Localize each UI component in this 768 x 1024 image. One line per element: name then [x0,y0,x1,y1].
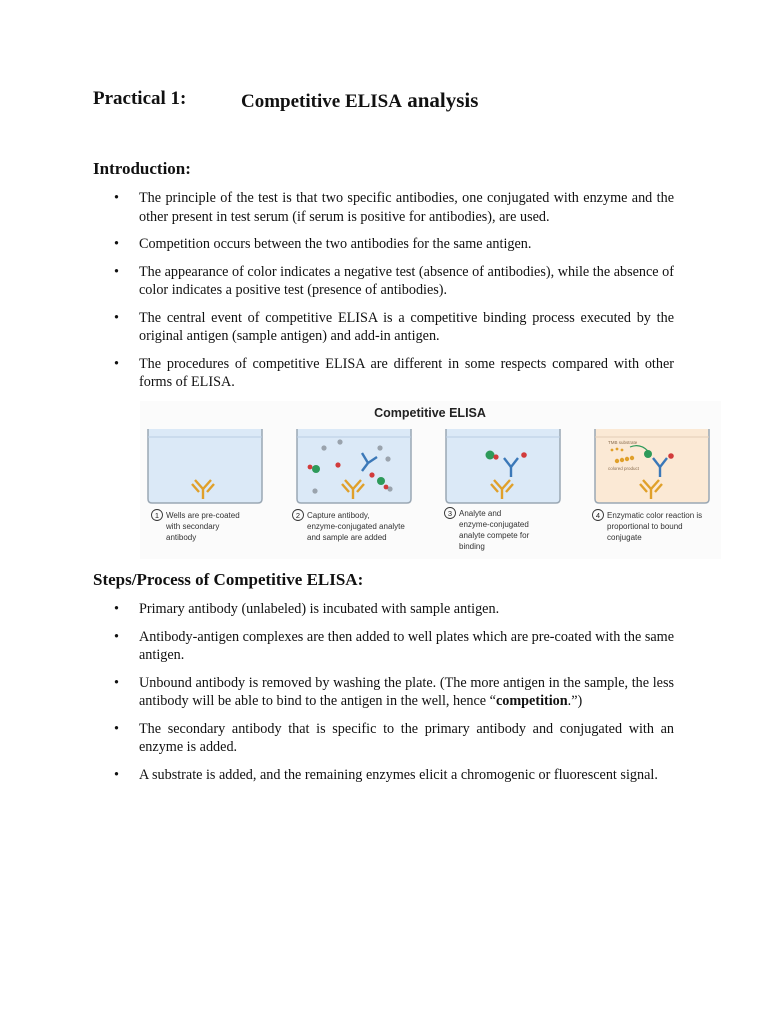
svg-text:binding: binding [459,542,485,551]
title-suffix: analysis [401,88,479,112]
elisa-diagram [140,401,721,559]
svg-text:Wells are pre-coated: Wells are pre-coated [166,511,240,520]
figure-title: Competitive ELISA [374,406,486,420]
list-item: • The procedures of competitive ELISA are different in some respects compared with other forms of ELISA. [93,355,674,392]
svg-text:with secondary: with secondary [166,522,220,531]
list-item: • Competition occurs between the two antibodies for the same antigen. [93,235,674,254]
title-prefix: Practical 1: [93,88,187,109]
step-text: Unbound antibody is removed by washing the plate. (The more antigen in the sample, the less antibody will be able to bind to the antigen in the well, hence “ [139,674,674,709]
title-main: Competitive ELISA [241,91,402,112]
svg-text:enzyme-conjugated analyte: enzyme-conjugated analyte [307,522,405,531]
svg-text:antibody: antibody [166,533,197,542]
title-main-wrap [241,88,478,113]
colored-product-label: colored product [608,466,640,471]
well-1 [148,429,262,503]
svg-text:Capture antibody,: Capture antibody, [307,511,370,520]
svg-text:and sample are added: and sample are added [307,533,387,542]
svg-text:analyte compete for: analyte compete for [459,531,530,540]
list-item: • Primary antibody (unlabeled) is incubated with sample antigen. [93,600,674,619]
list-item: • The central event of competitive ELISA is a competitive binding process executed by the original antigen (sample antigen) and add-in antigen. [93,309,674,346]
steps-list [93,600,674,793]
svg-text:2: 2 [295,511,301,520]
well-2 [297,429,411,503]
introduction-heading: Introduction: [93,159,191,178]
list-item [93,674,674,711]
list-item: • The principle of the test is that two specific antibodies, one conjugated with enzyme and the other present in test serum (if serum is positive for antibodies), are used. [93,189,674,226]
list-item: • The appearance of color indicates a negative test (absence of antibodies), while the absence of color indicates a positive test (presence of antibodies). [93,263,674,300]
svg-text:Enzymatic color reaction is: Enzymatic color reaction is [607,511,703,520]
svg-text:1: 1 [154,511,160,520]
step-text: .”) [567,693,583,709]
document-title [93,88,479,112]
list-item: • The secondary antibody that is specific to the primary antibody and conjugated with an enzyme is added. [93,720,674,757]
svg-text:4: 4 [595,511,601,520]
svg-text:enzyme-conjugated: enzyme-conjugated [459,520,529,529]
steps-heading: Steps/Process of Competitive ELISA: [93,570,364,589]
list-item: • A substrate is added, and the remaining enzymes elicit a chromogenic or fluorescent signal. [93,766,674,785]
svg-text:proportional to bound: proportional to bound [607,522,683,531]
analyte-icon [521,452,527,458]
svg-text:3: 3 [447,509,453,518]
svg-text:Analyte and: Analyte and [459,509,502,518]
competitive-elisa-figure [140,401,721,559]
introduction-list [93,189,674,401]
well-4 [595,429,709,503]
svg-text:conjugate: conjugate [607,533,642,542]
analyte-icon [668,453,674,459]
tmb-substrate-label: TMB substrate [608,440,638,445]
enzyme-conjugate-icon [644,450,652,458]
list-item: • Antibody-antigen complexes are then added to well plates which are pre-coated with the same antigen. [93,628,674,665]
well-3 [446,429,560,503]
competition-term: competition [495,693,568,709]
